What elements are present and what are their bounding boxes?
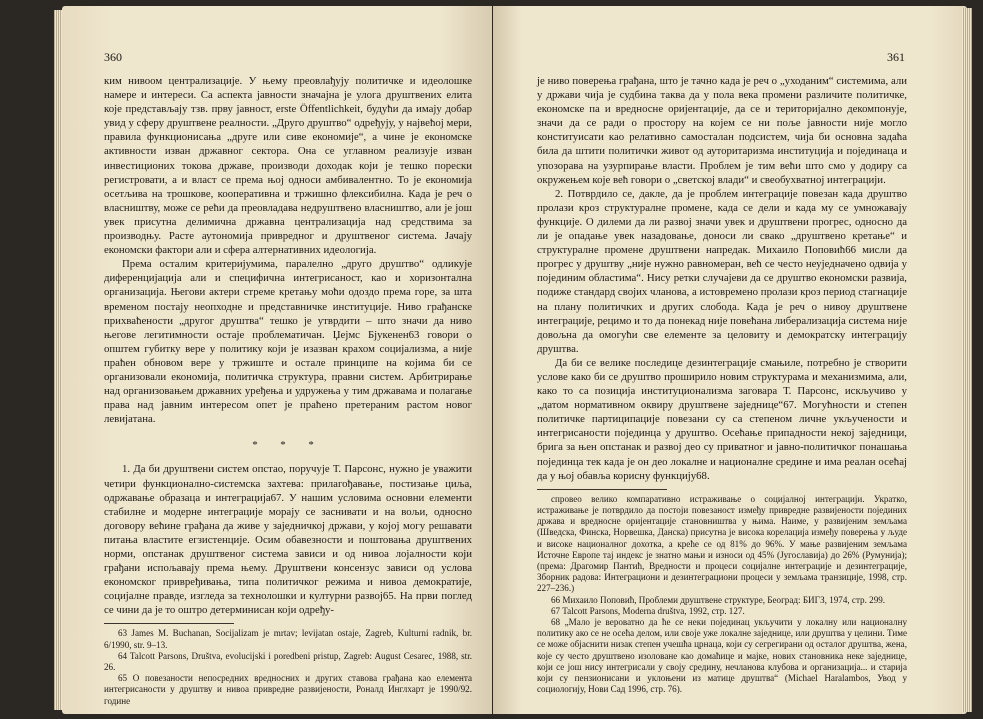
paragraph: је ниво поверења грађана, што је тачно када је реч о „уходаним“ системима, али у држави чија је судбина таква да у пола века промени различите политичке, економске па и вредносне оријентације, да се и територијално декомпонује, значи да се ради о простору на којем се ни поље јавности није могло конституисати као релативно самосталан подсистем, чија би основна задаћа била да штити политички живот од ауторитаризма институција и појединаца и упозорава на узурпирање власти. Проблем је тим већи што смо у додиру са окружењем које већ говори о „светској влади“ и свеобухватној интеграцији. xyxy=(537,75,907,186)
section-break: * * * xyxy=(252,439,324,452)
left-page xyxy=(62,6,492,714)
left-page-number: 360 xyxy=(104,50,122,64)
right-page-number: 361 xyxy=(887,50,905,64)
footnotes xyxy=(537,494,907,696)
footnote-divider xyxy=(104,623,234,624)
footnote-divider xyxy=(537,489,667,490)
right-page-text xyxy=(537,74,907,695)
paragraph: ким нивоом централизације. У њему преовлађују политичке и идеолошке намере и интереси. Са аспекта јавности значајна је улога друштвених елита које представљају тзв. прву јавност, erste Öffentlichkeit, будући да имају добар увид у сферу друштвене реалности. „Друго друштво“ одређују, у највећој мери, правила функционисања „друге или сиве економије“, а чине је економске активности изван државног сектора. Она се углавном реализује изван инвестиционих токова државе, производи доходак који је тешко порески регистровати, а и власт се према њој односи амбивалентно. То је економија осетљива на трошкове, кооперативна и тржишно флексибилна. Када је реч о власништву, може се рећи да преовладава недруштвено власништво, али је још увек присутна делимична државна централизација над средствима за производњу. Расте аутономија привредног и друштвеног система. Јачају економски фактори али и сфера алтернативних идеологија. xyxy=(104,75,472,257)
footnote: 68 „Мало је вероватно да ће се неки појединац укључити у локалну или националну политику ако се не осећа делом, или своје уже локалне заједнице, или друштва у целини. Тиме се може објаснити низак степен учешћа црнаца, који су сегрегирани од осталог друштва, жена, које су често друштвено изоловане као домаћице и мајке, нових становника неке заједнице, који се још нису интегрисали у своју средину, нечланова клубова и организација... и старија који су пензионисани и уклоњени из матице друштва“ (Michael Haralambos, Увод у социологију, Нови Сад 1996, стр. 76). xyxy=(537,616,907,695)
footnote: 64 Talcott Parsons, Društva, evolucijski i poredbeni pristup, Zagreb: August Cesarec, 1988, str. 26. xyxy=(104,650,472,673)
left-page-text xyxy=(104,74,472,707)
footnote: 66 Михаило Поповић, Проблеми друштвене структуре, Београд: БИГЗ, 1974, стр. 299. xyxy=(551,594,886,605)
right-page xyxy=(493,6,967,714)
paragraph: Да би се велике последице дезинтеграције смањиле, потребно је створити услове како би се друштво проширило новим структурама и механизмима, али, како то са позиција институционализма заговара Т. Парсонс, искључиво у „датом нормативном оквиру друштвене заједнице“67. Могућности и степен политичке партиципације повезани су са степеном личне укључености и интегрисаности појединца у друштво. Осећање припадности некој заједници, брига за њен опстанак и развој део су приватног и јавно-политичког понашања појединца тек када је он део локалне и националне средине и има реалан осећај да у њој обавља корисну функцију68. xyxy=(537,356,907,482)
footnote: спровео велико компаративно истраживање о социјалној интеграцији. Укратко, истраживање је потврдило да постоји повезаност између привредне развијености појединих држава и вредносне оријентације становништва у њима. Наиме, у развијеним земљама (Шведска, Финска, Норвешка, Данска) присутна је висока корелација између поверења у људе и високе националног дохотка, а креће се од 81% до 96%. У мање развијеним земљама Источне Европе тај индекс је знатно мањи и износи од 45% (Југославија) до 26% (Румунија); (према: Драгомир Пантић, Вредности и процеси социјалне интеграције и дезинтеграције, Зборник радова: Интеграциони и дезинтеграциони процеси у земљама транзиције, 1998, стр. 227–236.) xyxy=(537,493,907,594)
right-page-edges xyxy=(962,8,972,712)
footnote: 63 James M. Buchanan, Socijalizam je mrtav; levijatan ostaje, Zagreb, Kulturni radnik, br. 6/1990, str. 9–13. xyxy=(104,628,472,650)
footnote: 67 Talcott Parsons, Moderna društva, 1992, стр. 127. xyxy=(551,605,745,616)
paragraph: Према осталим критеријумима, паралелно „друго друштво“ одликује диференцијација али и специфична интегрисаност, као и хоризонтална организација. Његови актери стреме кретању моћи одоздо према горе, за шта временом постају неопходне и представничке институције. Ниво грађанске прихваћености „другог друштва“ тешко је утврдити – што значи да ниво његове легитимности остаје проблематичан. Џејмс Бјукенен63 говори о општем губитку вере у политику који је изазван крахом социјализма, а није праћен обновом вере у тржиште и остале принципе на којима би се организовали економија, политичка структура, правни систем. Арбитрирање над организовањем државних уређења и удружења у тим државама и полагање права над јавним интересом опет је праћено претераним растом новог левијатана. xyxy=(104,258,472,426)
paragraph: 1. Да би друштвени систем опстао, поручује Т. Парсонс, нужно је уважити четири функционално-системска захтева: прилагођавање, постизање циља, одржавање образаца и интеграција67. У нашим условима основни елементи стабилне и модерне интеграције морају се заснивати и на вољи, односно договору већине грађана да живе у заједничкој држави, у којој могу решавати питања властите егзистенције. Осим обавезности и поштовања друштвених норми, опстанак друштвеног система зависи и од нивоа лојалности који грађани испољавају према њему. Друштвени консензус зависи од услова економског привређивања, типа политичког режима и нивоа демократије, социјалне правде, изгледа за технолошки и културни развој65. На први поглед се чини да је то оштро детерминисан који одређу- xyxy=(104,463,472,617)
footnotes xyxy=(104,628,472,706)
paragraph: 2. Потврдило се, дакле, да је проблем интеграције повезан када друштво пролази кроз структуралне промене, када се дели и када му се умножавају функције. О дилеми да ли развој значи увек и друштвени прогрес, односно да ли је опадање увек назадовање, доноси ли свако „друштвено кретање“ и структуралне промене друштвени напредак. Михаило Поповић66 мисли да прогрес у друштву „није нужно равномеран, већ се често неуједначено одвија у појединим областима“. Нису ретки случајеви да се друштво економски развија, подиже стандард својих чланова, а истовремено пролази кроз период стагнације на плану политичких и других слобода. Када је реч о нивоу друштвене интеграције, рецимо и то да понекад није повећана либерализација система није довољна да омогући све елементе за целовиту и демократску интеграцију друштва. xyxy=(537,187,907,355)
footnote: 65 О повезаности непосредних вредносних и других ставова грађана као елемента интегрисаности у друштву и нивоа привредне развијености, Роналд Инглхарт је 1990/92. године xyxy=(104,673,472,706)
